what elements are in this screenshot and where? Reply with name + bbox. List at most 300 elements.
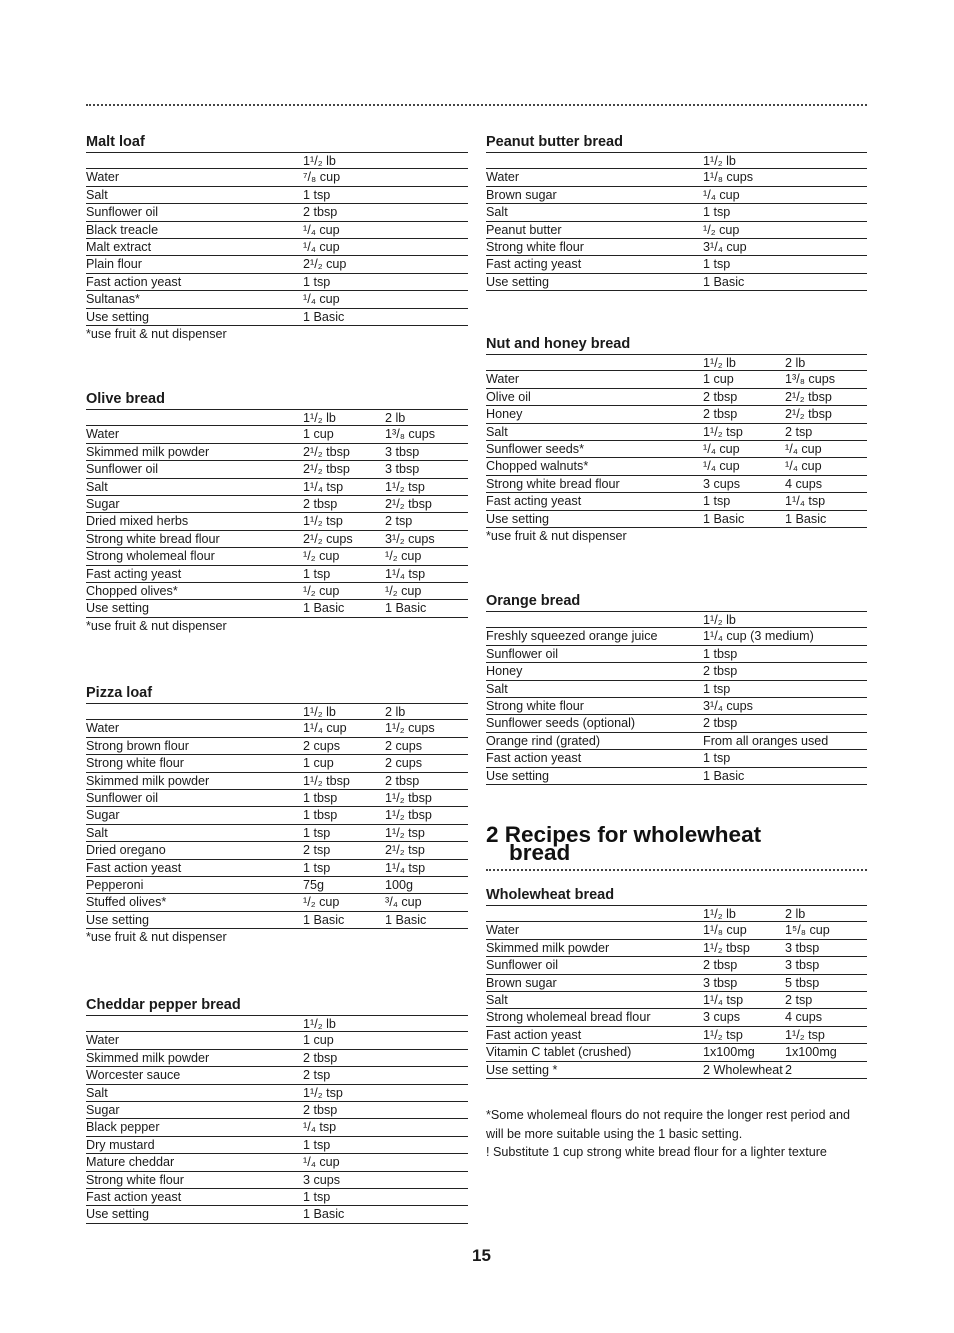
ingredient-row xyxy=(86,842,468,859)
ingredient-row xyxy=(86,1189,468,1206)
ingredient-row xyxy=(486,646,867,663)
ingredient-amount: 2 tbsp xyxy=(703,716,738,731)
ingredient-amount: 1¹/₂ tsp xyxy=(303,1085,343,1100)
ingredient-row xyxy=(86,169,468,186)
ingredient-name: Strong white flour xyxy=(86,756,185,771)
ingredient-amount: ¹/₂ cup xyxy=(703,222,740,237)
ingredient-amount: 1 tsp xyxy=(303,1189,331,1204)
ingredient-row xyxy=(86,222,468,239)
ingredient-name: Orange rind (grated) xyxy=(486,733,601,748)
ingredient-amount: 1¹/₂ tsp xyxy=(785,1027,825,1042)
ingredient-amount: 3 cups xyxy=(703,1010,741,1025)
ingredient-row xyxy=(486,992,867,1009)
ingredient-row xyxy=(86,309,468,326)
loaf-size-label: 1¹/₂ lb xyxy=(703,907,736,921)
ingredient-name: Sugar xyxy=(86,496,120,511)
loaf-size-label: 1¹/₂ lb xyxy=(303,411,336,425)
ingredient-row xyxy=(86,773,468,790)
ingredient-row xyxy=(486,476,867,493)
ingredient-amount: 1 tsp xyxy=(703,681,731,696)
ingredient-row xyxy=(86,600,468,617)
ingredient-amount: 1¹/₂ tbsp xyxy=(385,808,432,823)
ingredient-row xyxy=(86,790,468,807)
ingredient-amount: 2 tbsp xyxy=(703,389,738,404)
ingredient-row xyxy=(86,1137,468,1154)
ingredient-name: Sunflower seeds* xyxy=(486,441,585,456)
ingredient-name: Fast action yeast xyxy=(486,751,582,766)
ingredient-amount: ¹/₄ cup xyxy=(303,1155,340,1170)
ingredient-amount: 1 cup xyxy=(703,372,734,387)
recipe-nut-honey-bread xyxy=(486,336,867,546)
ingredient-amount: 3 tbsp xyxy=(785,940,820,955)
ingredient-amount: 1 tbsp xyxy=(303,808,338,823)
ingredient-row xyxy=(86,256,468,273)
ingredient-amount: 1 Basic xyxy=(385,912,427,927)
ingredient-amount: 1¹/₂ cups xyxy=(385,721,435,736)
ingredient-amount: 3 tbsp xyxy=(385,444,420,459)
recipe-title: Cheddar pepper bread xyxy=(86,997,241,1013)
ingredient-amount: 1¹/₂ tsp xyxy=(385,825,425,840)
ingredient-name: Honey xyxy=(486,664,523,679)
ingredient-amount: ¹/₂ cup xyxy=(385,583,422,598)
ingredient-name: Strong white flour xyxy=(486,698,585,713)
ingredient-row xyxy=(86,807,468,824)
ingredient-name: Skimmed milk powder xyxy=(86,444,210,459)
ingredient-row xyxy=(486,256,867,273)
loaf-size-label: 2 lb xyxy=(385,411,406,425)
ingredient-amount: 5 tbsp xyxy=(785,975,820,990)
ingredient-row xyxy=(486,750,867,767)
ingredient-name: Water xyxy=(486,372,520,387)
recipe-footnote: *use fruit & nut dispenser xyxy=(86,618,227,633)
ingredient-name: Salt xyxy=(486,424,508,439)
ingredient-amount: ³/₄ cup xyxy=(385,895,422,910)
ingredient-amount: 1¹/₄ tsp xyxy=(385,566,426,581)
ingredient-name: Use setting xyxy=(486,768,549,783)
ingredient-amount: 1¹/₄ tsp xyxy=(385,860,426,875)
ingredient-row xyxy=(486,441,867,458)
ingredient-amount: From all oranges used xyxy=(703,733,829,748)
ingredient-amount: ¹/₂ cup xyxy=(385,549,422,564)
ingredient-name: Salt xyxy=(486,205,508,220)
ingredient-amount: 4 cups xyxy=(785,1010,823,1025)
ingredient-amount: 1 Basic xyxy=(703,768,745,783)
ingredient-amount: 1 tbsp xyxy=(703,646,738,661)
size-header-row xyxy=(86,152,468,169)
recipe-title: Nut and honey bread xyxy=(486,336,631,352)
ingredient-name: Worcester sauce xyxy=(86,1068,181,1083)
ingredient-amount: 1¹/₂ tsp xyxy=(703,1027,743,1042)
ingredient-name: Fast action yeast xyxy=(86,1189,182,1204)
ingredient-row xyxy=(86,1154,468,1171)
ingredient-row xyxy=(86,291,468,308)
ingredient-name: Strong white bread flour xyxy=(486,476,620,491)
ingredient-row xyxy=(86,720,468,737)
top-dotted-rule xyxy=(86,104,867,106)
recipe-peanut-butter-bread xyxy=(486,134,867,291)
ingredient-amount: 3 cups xyxy=(703,476,741,491)
recipe-olive-bread xyxy=(86,391,468,636)
ingredient-row xyxy=(86,479,468,496)
ingredient-row xyxy=(86,860,468,877)
ingredient-name: Use setting xyxy=(486,274,549,289)
ingredient-name: Chopped walnuts* xyxy=(486,459,589,474)
ingredient-row xyxy=(86,461,468,478)
section-heading-line1: 2 Recipes for wholewheat xyxy=(486,822,762,847)
loaf-size-label: 1¹/₂ lb xyxy=(303,154,336,168)
recipe-title: Peanut butter bread xyxy=(486,134,623,150)
ingredient-amount: 1x100mg xyxy=(703,1045,755,1060)
ingredient-amount: ¹/₄ tsp xyxy=(303,1120,337,1135)
recipe-footnote: *use fruit & nut dispenser xyxy=(486,528,627,543)
ingredient-amount: 2¹/₂ tsp xyxy=(385,843,425,858)
ingredient-name: Sultanas* xyxy=(86,292,140,307)
ingredient-name: Fast action yeast xyxy=(86,860,182,875)
ingredient-amount: 1¹/₈ cup xyxy=(703,923,747,938)
ingredient-amount: 1 Basic xyxy=(303,912,345,927)
ingredient-name: Black treacle xyxy=(86,222,159,237)
ingredient-row xyxy=(86,894,468,911)
ingredient-row xyxy=(486,1027,867,1044)
ingredient-amount: 2 tsp xyxy=(785,992,813,1007)
ingredient-name: Dried oregano xyxy=(86,843,166,858)
ingredient-name: Pepperoni xyxy=(86,877,144,892)
ingredient-name: Skimmed milk powder xyxy=(86,773,210,788)
ingredient-name: Fast action yeast xyxy=(86,274,182,289)
ingredient-amount: 2 tbsp xyxy=(703,664,738,679)
ingredient-amount: 1 tsp xyxy=(303,187,331,202)
ingredient-name: Sugar xyxy=(86,1102,120,1117)
ingredient-row xyxy=(486,1044,867,1061)
ingredient-amount: 2¹/₂ tbsp xyxy=(385,496,432,511)
ingredient-name: Use setting xyxy=(86,601,149,616)
ingredient-amount: 1 tsp xyxy=(303,860,331,875)
ingredient-row xyxy=(486,511,867,528)
ingredient-name: Salt xyxy=(86,1085,108,1100)
header-blank-cell xyxy=(86,153,303,168)
ingredient-row xyxy=(486,493,867,510)
ingredient-amount: 1¹/₄ cup (3 medium) xyxy=(703,629,814,644)
ingredient-row xyxy=(486,239,867,256)
recipe-title: Pizza loaf xyxy=(86,685,153,701)
ingredient-amount: 1 tsp xyxy=(703,494,731,509)
loaf-size-label: 2 lb xyxy=(785,356,806,370)
recipe-pizza-loaf xyxy=(86,685,468,947)
ingredient-amount: 1 tsp xyxy=(703,257,731,272)
ingredient-amount: 2 tsp xyxy=(785,424,813,439)
ingredient-name: Brown sugar xyxy=(486,975,557,990)
recipe-footnote: *use fruit & nut dispenser xyxy=(86,930,227,945)
ingredient-name: Salt xyxy=(86,187,108,202)
ingredient-name: Sunflower oil xyxy=(86,790,159,805)
ingredient-row xyxy=(486,957,867,974)
ingredient-name: Sunflower oil xyxy=(486,646,559,661)
ingredient-name: Water xyxy=(86,721,120,736)
ingredient-row xyxy=(86,204,468,221)
ingredient-amount: 2 tsp xyxy=(303,1068,331,1083)
ingredient-row xyxy=(86,496,468,513)
ingredient-amount: ¹/₄ cup xyxy=(785,441,822,456)
header-blank-cell xyxy=(86,410,303,425)
ingredient-row xyxy=(486,715,867,732)
ingredient-row xyxy=(486,406,867,423)
size-header-row xyxy=(486,905,867,922)
ingredient-row xyxy=(486,1062,867,1079)
recipe-title: Orange bread xyxy=(486,593,581,609)
ingredient-row xyxy=(486,169,867,186)
ingredient-name: Sunflower seeds (optional) xyxy=(486,716,636,731)
ingredient-amount: 3 tbsp xyxy=(785,958,820,973)
ingredient-name: Vitamin C tablet (crushed) xyxy=(486,1045,632,1060)
ingredient-row xyxy=(86,877,468,894)
recipe-orange-bread xyxy=(486,593,867,785)
ingredient-amount: 1 tsp xyxy=(303,274,331,289)
ingredient-amount: 4 cups xyxy=(785,476,823,491)
ingredient-name: Stuffed olives* xyxy=(86,895,167,910)
header-blank-cell xyxy=(486,355,703,370)
ingredient-amount: 1 Basic xyxy=(703,274,745,289)
size-header-row xyxy=(486,611,867,628)
ingredient-name: Water xyxy=(86,1033,120,1048)
ingredient-row xyxy=(486,663,867,680)
ingredient-row xyxy=(86,738,468,755)
ingredient-name: Strong brown flour xyxy=(86,738,189,753)
ingredient-row xyxy=(486,975,867,992)
ingredient-amount: 2 tsp xyxy=(303,843,331,858)
size-header-row xyxy=(486,354,867,371)
ingredient-amount: 75g xyxy=(303,877,325,892)
ingredient-amount: 1 Basic xyxy=(785,511,827,526)
ingredient-row xyxy=(86,1102,468,1119)
ingredient-name: Use setting xyxy=(86,1207,149,1222)
ingredient-amount: 1¹/₈ cups xyxy=(703,170,754,185)
ingredient-name: Strong white bread flour xyxy=(86,531,220,546)
ingredient-amount: 1 tsp xyxy=(303,566,331,581)
header-blank-cell xyxy=(86,704,303,719)
ingredient-row xyxy=(86,566,468,583)
ingredient-name: Sunflower oil xyxy=(86,462,159,477)
ingredient-amount: 1³/₈ cups xyxy=(385,427,436,442)
ingredient-amount: ¹/₄ cup xyxy=(785,459,822,474)
section-heading-line2: bread xyxy=(509,840,571,865)
header-blank-cell xyxy=(486,906,703,921)
ingredient-amount: 1 tsp xyxy=(303,1137,331,1152)
ingredient-amount: 1 Basic xyxy=(303,601,345,616)
ingredient-row xyxy=(86,912,468,929)
ingredient-name: Salt xyxy=(486,681,508,696)
ingredient-row xyxy=(486,733,867,750)
ingredient-name: Honey xyxy=(486,407,523,422)
ingredient-name: Plain flour xyxy=(86,257,143,272)
ingredient-amount: 1 tsp xyxy=(303,825,331,840)
ingredient-name: Fast action yeast xyxy=(486,1027,582,1042)
ingredient-row xyxy=(86,1119,468,1136)
ingredient-row xyxy=(486,681,867,698)
ingredient-name: Sugar xyxy=(86,808,120,823)
ingredient-row xyxy=(86,548,468,565)
ingredient-amount: 2 cups xyxy=(385,738,423,753)
ingredient-amount: 2¹/₂ tbsp xyxy=(785,407,832,422)
ingredient-amount: 2 tbsp xyxy=(303,1050,338,1065)
recipe-cheddar-pepper-bread xyxy=(86,997,468,1224)
ingredient-row xyxy=(486,389,867,406)
loaf-size-label: 1¹/₂ lb xyxy=(703,356,736,370)
ingredient-name: Chopped olives* xyxy=(86,583,178,598)
ingredient-name: Black pepper xyxy=(86,1120,160,1135)
ingredient-amount: 1¹/₂ tsp xyxy=(303,514,343,529)
ingredient-row xyxy=(486,698,867,715)
ingredient-row xyxy=(86,1050,468,1067)
ingredient-row xyxy=(86,1032,468,1049)
ingredient-amount: ¹/₂ cup xyxy=(303,549,340,564)
ingredient-name: Freshly squeezed orange juice xyxy=(486,629,658,644)
ingredient-row xyxy=(486,204,867,221)
ingredient-amount: 2¹/₂ tbsp xyxy=(303,444,350,459)
ingredient-amount: 1 cup xyxy=(303,1033,334,1048)
ingredient-amount: 2 Wholewheat xyxy=(703,1062,783,1077)
ingredient-row xyxy=(86,755,468,772)
ingredient-amount: 1 Basic xyxy=(385,601,427,616)
ingredient-amount: 1¹/₄ tsp xyxy=(785,494,826,509)
ingredient-name: Use setting xyxy=(486,511,549,526)
size-header-row xyxy=(486,152,867,169)
note-line-1: *Some wholemeal flours do not require the longer rest period and xyxy=(486,1108,851,1122)
recipe-title: Wholewheat bread xyxy=(486,887,615,903)
loaf-size-label: 1¹/₂ lb xyxy=(703,613,736,627)
ingredient-amount: 3¹/₄ cup xyxy=(703,239,747,254)
ingredient-name: Fast acting yeast xyxy=(486,257,582,272)
ingredient-row xyxy=(486,628,867,645)
ingredient-amount: 2 tbsp xyxy=(703,407,738,422)
loaf-size-label: 2 lb xyxy=(785,907,806,921)
ingredient-amount: 3 cups xyxy=(303,1172,341,1187)
ingredient-row xyxy=(486,940,867,957)
ingredient-name: Use setting xyxy=(86,912,149,927)
ingredient-amount: ¹/₄ cup xyxy=(303,239,340,254)
loaf-size-label: 2 lb xyxy=(385,705,406,719)
ingredient-amount: 2 tbsp xyxy=(303,205,338,220)
ingredient-amount: ¹/₄ cup xyxy=(703,187,740,202)
ingredient-amount: 2 xyxy=(785,1062,793,1077)
ingredient-amount: 1¹/₂ tbsp xyxy=(385,790,432,805)
recipe-wholewheat-bread xyxy=(486,887,867,1079)
ingredient-amount: ⁷/₈ cup xyxy=(303,170,341,185)
ingredient-name: Water xyxy=(86,427,120,442)
ingredient-row xyxy=(486,274,867,291)
recipe-footnote: *use fruit & nut dispenser xyxy=(86,326,227,341)
ingredient-amount: 1⁵/₈ cup xyxy=(785,923,830,938)
ingredient-amount: 1¹/₂ tbsp xyxy=(703,940,750,955)
ingredient-amount: ¹/₂ cup xyxy=(303,895,340,910)
ingredient-amount: 1¹/₂ tsp xyxy=(703,424,743,439)
ingredient-row xyxy=(486,371,867,388)
recipe-title: Malt loaf xyxy=(86,134,145,150)
ingredient-amount: 2 tbsp xyxy=(385,773,420,788)
ingredient-name: Olive oil xyxy=(486,389,531,404)
loaf-size-label: 1¹/₂ lb xyxy=(703,154,736,168)
note-line-3: ! Substitute 1 cup strong white bread flour for a lighter texture xyxy=(486,1145,827,1159)
ingredient-amount: 2¹/₂ tbsp xyxy=(303,462,350,477)
ingredient-name: Sunflower oil xyxy=(86,205,159,220)
ingredient-amount: 1 cup xyxy=(303,756,334,771)
recipe-malt-loaf xyxy=(86,134,468,344)
ingredient-row xyxy=(86,583,468,600)
ingredient-amount: ¹/₄ cup xyxy=(703,441,740,456)
ingredient-amount: 2 tsp xyxy=(385,514,413,529)
ingredient-name: Fast acting yeast xyxy=(86,566,182,581)
ingredient-name: Salt xyxy=(86,825,108,840)
ingredient-name: Peanut butter xyxy=(486,222,562,237)
section-heading-wholewheat xyxy=(486,822,867,865)
size-header-row xyxy=(86,703,468,720)
ingredient-row xyxy=(86,444,468,461)
ingredient-amount: ¹/₄ cup xyxy=(303,292,340,307)
ingredient-amount: ¹/₄ cup xyxy=(703,459,740,474)
ingredient-name: Strong white flour xyxy=(486,239,585,254)
ingredient-row xyxy=(486,1009,867,1026)
ingredient-amount: ¹/₄ cup xyxy=(303,222,340,237)
ingredient-amount: 3¹/₄ cups xyxy=(703,698,753,713)
ingredient-name: Water xyxy=(486,923,520,938)
ingredient-row xyxy=(86,513,468,530)
ingredient-amount: 1³/₈ cups xyxy=(785,372,836,387)
section-dotted-rule xyxy=(486,869,867,871)
ingredient-amount: 3 tbsp xyxy=(385,462,420,477)
ingredient-row xyxy=(86,1085,468,1102)
ingredient-row xyxy=(86,1206,468,1223)
ingredient-name: Water xyxy=(86,170,120,185)
size-header-row xyxy=(86,409,468,426)
ingredient-name: Salt xyxy=(86,479,108,494)
ingredient-amount: 1¹/₄ cup xyxy=(303,721,347,736)
ingredient-amount: 3¹/₂ cups xyxy=(385,531,435,546)
ingredient-name: Skimmed milk powder xyxy=(486,940,610,955)
ingredient-name: Strong white flour xyxy=(86,1172,185,1187)
ingredient-row xyxy=(86,1172,468,1189)
ingredient-amount: 1 tbsp xyxy=(303,790,338,805)
header-blank-cell xyxy=(486,612,703,627)
ingredient-amount: 2 tbsp xyxy=(303,496,338,511)
ingredient-amount: 2 cups xyxy=(385,756,423,771)
ingredient-amount: 1x100mg xyxy=(785,1045,837,1060)
ingredient-row xyxy=(86,274,468,291)
ingredient-amount: 2 tbsp xyxy=(703,958,738,973)
ingredient-name: Malt extract xyxy=(86,239,152,254)
ingredient-name: Brown sugar xyxy=(486,187,557,202)
ingredient-name: Strong wholemeal bread flour xyxy=(486,1010,651,1025)
ingredient-row xyxy=(486,768,867,785)
ingredient-amount: 1 cup xyxy=(303,427,334,442)
ingredient-name: Dried mixed herbs xyxy=(86,514,189,529)
ingredient-row xyxy=(86,187,468,204)
page-number: 15 xyxy=(472,1246,491,1265)
ingredient-amount: 1¹/₂ tsp xyxy=(385,479,425,494)
ingredient-name: Sunflower oil xyxy=(486,958,559,973)
ingredient-amount: 2 tbsp xyxy=(303,1102,338,1117)
header-blank-cell xyxy=(486,153,703,168)
header-blank-cell xyxy=(86,1016,303,1031)
ingredient-name: Water xyxy=(486,170,520,185)
ingredient-amount: 1¹/₄ tsp xyxy=(303,479,344,494)
ingredient-row xyxy=(86,426,468,443)
ingredient-amount: 3 tbsp xyxy=(703,975,738,990)
ingredient-amount: 2¹/₂ tbsp xyxy=(785,389,832,404)
ingredient-amount: 1 Basic xyxy=(303,309,345,324)
ingredient-amount: 1 Basic xyxy=(703,511,745,526)
ingredient-amount: 2¹/₂ cup xyxy=(303,257,347,272)
size-header-row xyxy=(86,1015,468,1032)
ingredient-row xyxy=(486,222,867,239)
